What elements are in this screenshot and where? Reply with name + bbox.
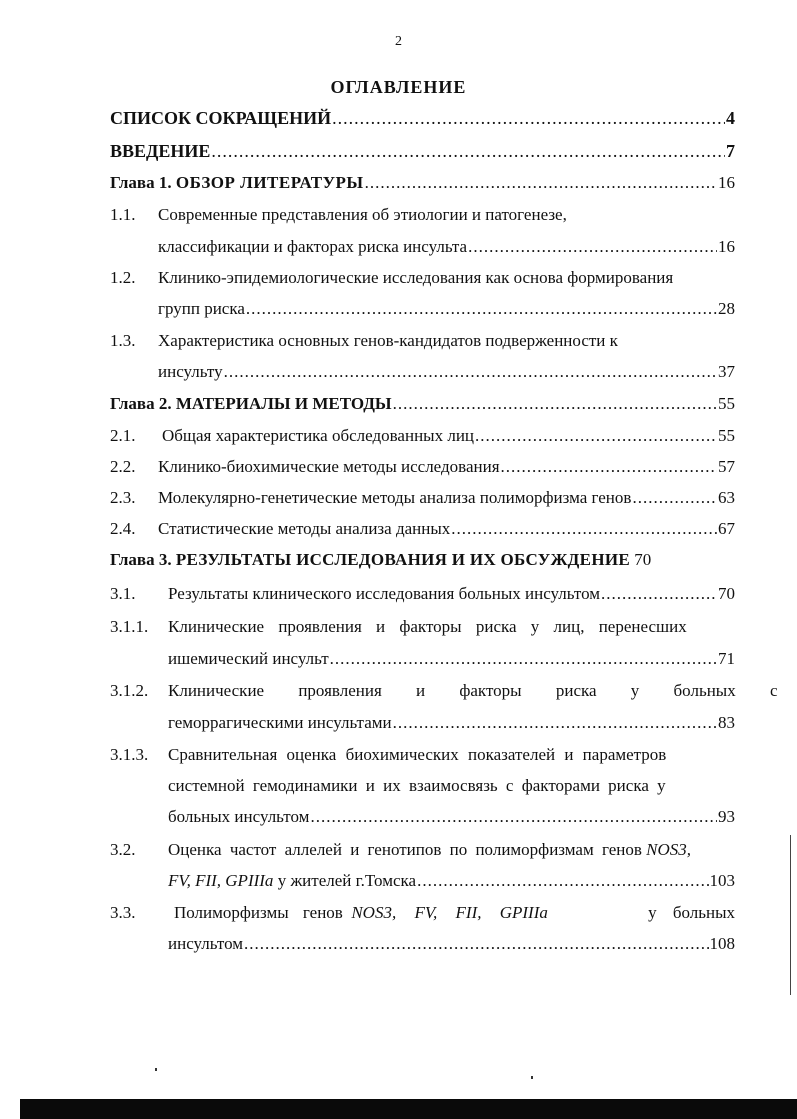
toc-entry-3-1-3-cont[interactable]	[168, 776, 735, 800]
toc-entry-2-1[interactable]	[110, 426, 735, 450]
toc-entry-3-1-2[interactable]	[110, 681, 778, 705]
toc-label: геморрагическими инсультами	[168, 713, 392, 732]
toc-label: у жителей г.Томска	[277, 871, 417, 890]
toc-entry-3-2-cont[interactable]	[168, 871, 735, 895]
toc-entry-2-4[interactable]	[110, 519, 735, 543]
toc-leader	[632, 488, 717, 508]
toc-number: 3.1.2.	[110, 681, 149, 700]
toc-label: Статистические методы анализа данных	[158, 519, 451, 538]
toc-entry-3-1-1-cont[interactable]	[168, 649, 735, 673]
toc-number: 1.1.	[110, 205, 136, 224]
toc-gene-name: NOS3, FV, FII, GPIIIa	[351, 903, 548, 922]
toc-label: СПИСОК СОКРАЩЕНИЙ	[110, 108, 332, 128]
toc-label: Оценка частот аллелей и генотипов по полиморфизмам генов	[168, 840, 642, 859]
toc-page: 63	[718, 488, 735, 507]
toc-entry-chapter-1[interactable]	[110, 173, 735, 197]
toc-entry-3-2[interactable]	[110, 840, 735, 864]
toc-number: 1.3.	[110, 331, 136, 350]
toc-page: 16	[718, 237, 735, 256]
toc-leader	[310, 807, 717, 827]
toc-label: инсульту	[158, 362, 223, 381]
toc-page: 55	[718, 426, 735, 445]
toc-leader	[468, 237, 717, 257]
toc-page: 55	[718, 394, 735, 413]
page-number: 2	[395, 34, 402, 49]
toc-page: 103	[709, 871, 735, 890]
toc-number: 1.2.	[110, 268, 136, 287]
toc-entry-3-3-cont[interactable]	[168, 934, 735, 958]
toc-page: 37	[718, 362, 735, 381]
toc-leader	[244, 934, 709, 954]
toc-label: Сравнительная оценка биохимических показателей и параметров	[168, 745, 667, 764]
toc-entry-chapter-2[interactable]	[110, 394, 735, 418]
toc-gene-name: FV, FII, GPIIIa	[168, 871, 274, 890]
toc-entry-3-1[interactable]	[110, 584, 735, 608]
toc-page: 83	[718, 713, 735, 732]
toc-entry-1-3[interactable]	[110, 331, 735, 355]
toc-page: 70	[718, 584, 735, 603]
toc-page: 67	[718, 519, 735, 538]
toc-label: Молекулярно-генетические методы анализа полиморфизма генов	[158, 488, 632, 507]
toc-entry-3-1-3[interactable]	[110, 745, 735, 769]
toc-label: у больных	[648, 903, 735, 922]
toc-entry-1-2[interactable]	[110, 268, 735, 292]
toc-number: 2.3.	[110, 488, 136, 507]
toc-entry-introduction[interactable]	[110, 141, 735, 165]
toc-label: ОБЗОР ЛИТЕРАТУРЫ	[175, 173, 364, 192]
toc-number: 3.1.	[110, 584, 136, 603]
toc-label: больных инсультом	[168, 807, 310, 826]
toc-label: Общая характеристика обследованных лиц	[162, 426, 475, 445]
toc-label: Клинико-эпидемиологические исследования как основа формирования	[158, 268, 674, 287]
toc-label: ВВЕДЕНИЕ	[110, 141, 211, 161]
scan-bottom-border	[20, 1099, 797, 1119]
toc-number: 2.2.	[110, 457, 136, 476]
toc-leader	[246, 299, 717, 319]
toc-number: 2.4.	[110, 519, 136, 538]
toc-page: 7	[726, 141, 735, 161]
toc-label: РЕЗУЛЬТАТЫ ИССЛЕДОВАНИЯ И ИХ ОБСУЖДЕНИЕ	[175, 550, 630, 569]
toc-page: 71	[718, 649, 735, 668]
toc-page: 93	[718, 807, 735, 826]
toc-entry-1-3-cont[interactable]	[158, 362, 735, 386]
toc-leader	[330, 649, 717, 669]
toc-label: Полиморфизмы генов	[174, 903, 343, 922]
toc-leader	[417, 871, 708, 891]
toc-label: Клинические проявления и факторы риска у больных с	[168, 681, 778, 700]
toc-number: 3.2.	[110, 840, 136, 859]
toc-leader	[365, 173, 717, 193]
toc-page: 16	[718, 173, 735, 192]
toc-leader	[451, 519, 717, 539]
toc-entry-3-1-1[interactable]	[110, 617, 735, 641]
toc-number: 2.1.	[110, 426, 136, 445]
toc-chapter-prefix: Глава 3.	[110, 550, 172, 569]
toc-entry-1-2-cont[interactable]	[158, 299, 735, 323]
toc-page: 57	[718, 457, 735, 476]
toc-number: 3.1.1.	[110, 617, 149, 636]
page-title: ОГЛАВЛЕНИЕ	[330, 77, 467, 97]
toc-label: Клинико-биохимические методы исследования	[158, 457, 500, 476]
toc-number: 3.1.3.	[110, 745, 149, 764]
toc-entry-2-3[interactable]	[110, 488, 735, 512]
toc-leader	[601, 584, 717, 604]
toc-label: системной гемодинамики и их взаимосвязь с факторами риска у	[168, 776, 666, 795]
toc-leader	[393, 713, 717, 733]
toc-label: инсультом	[168, 934, 243, 953]
toc-label: ишемический инсульт	[168, 649, 329, 668]
toc-entry-2-2[interactable]	[110, 457, 735, 481]
toc-entry-chapter-3[interactable]	[110, 550, 735, 574]
toc-page: 108	[709, 934, 735, 953]
toc-leader	[393, 394, 717, 414]
toc-label: классификации и факторах риска инсульта	[158, 237, 468, 256]
toc-gene-name: NOS3,	[646, 840, 692, 859]
toc-entry-1-1-cont[interactable]	[158, 237, 735, 261]
toc-entry-3-3[interactable]	[110, 903, 735, 927]
toc-label: МАТЕРИАЛЫ И МЕТОДЫ	[175, 394, 392, 413]
toc-page: 4	[726, 108, 735, 128]
toc-leader	[224, 362, 717, 382]
toc-entry-1-1[interactable]	[110, 205, 735, 229]
toc-label: Современные представления об этиологии и патогенезе,	[158, 205, 567, 224]
toc-label: Клинические проявления и факторы риска у лиц, перенесших	[168, 617, 687, 636]
scan-edge-line	[790, 835, 791, 995]
toc-label: Характеристика основных генов-кандидатов подверженности к	[158, 331, 618, 350]
scan-speck	[531, 1076, 533, 1079]
toc-entry-3-1-3-cont2[interactable]	[168, 807, 735, 831]
toc-leader	[332, 108, 725, 129]
toc-leader	[501, 457, 717, 477]
toc-label: Результаты клинического исследования больных инсультом	[168, 584, 601, 603]
toc-chapter-prefix: Глава 2.	[110, 394, 172, 413]
toc-leader	[475, 426, 717, 446]
scan-speck	[155, 1068, 157, 1071]
toc-entry-abbreviations[interactable]	[110, 108, 735, 132]
toc-page: 28	[718, 299, 735, 318]
toc-entry-3-1-2-cont[interactable]	[168, 713, 735, 737]
toc-leader	[211, 141, 725, 162]
toc-label: групп риска	[158, 299, 245, 318]
toc-chapter-prefix: Глава 1.	[110, 173, 172, 192]
toc-page: 70	[634, 550, 652, 569]
toc-number: 3.3.	[110, 903, 136, 922]
